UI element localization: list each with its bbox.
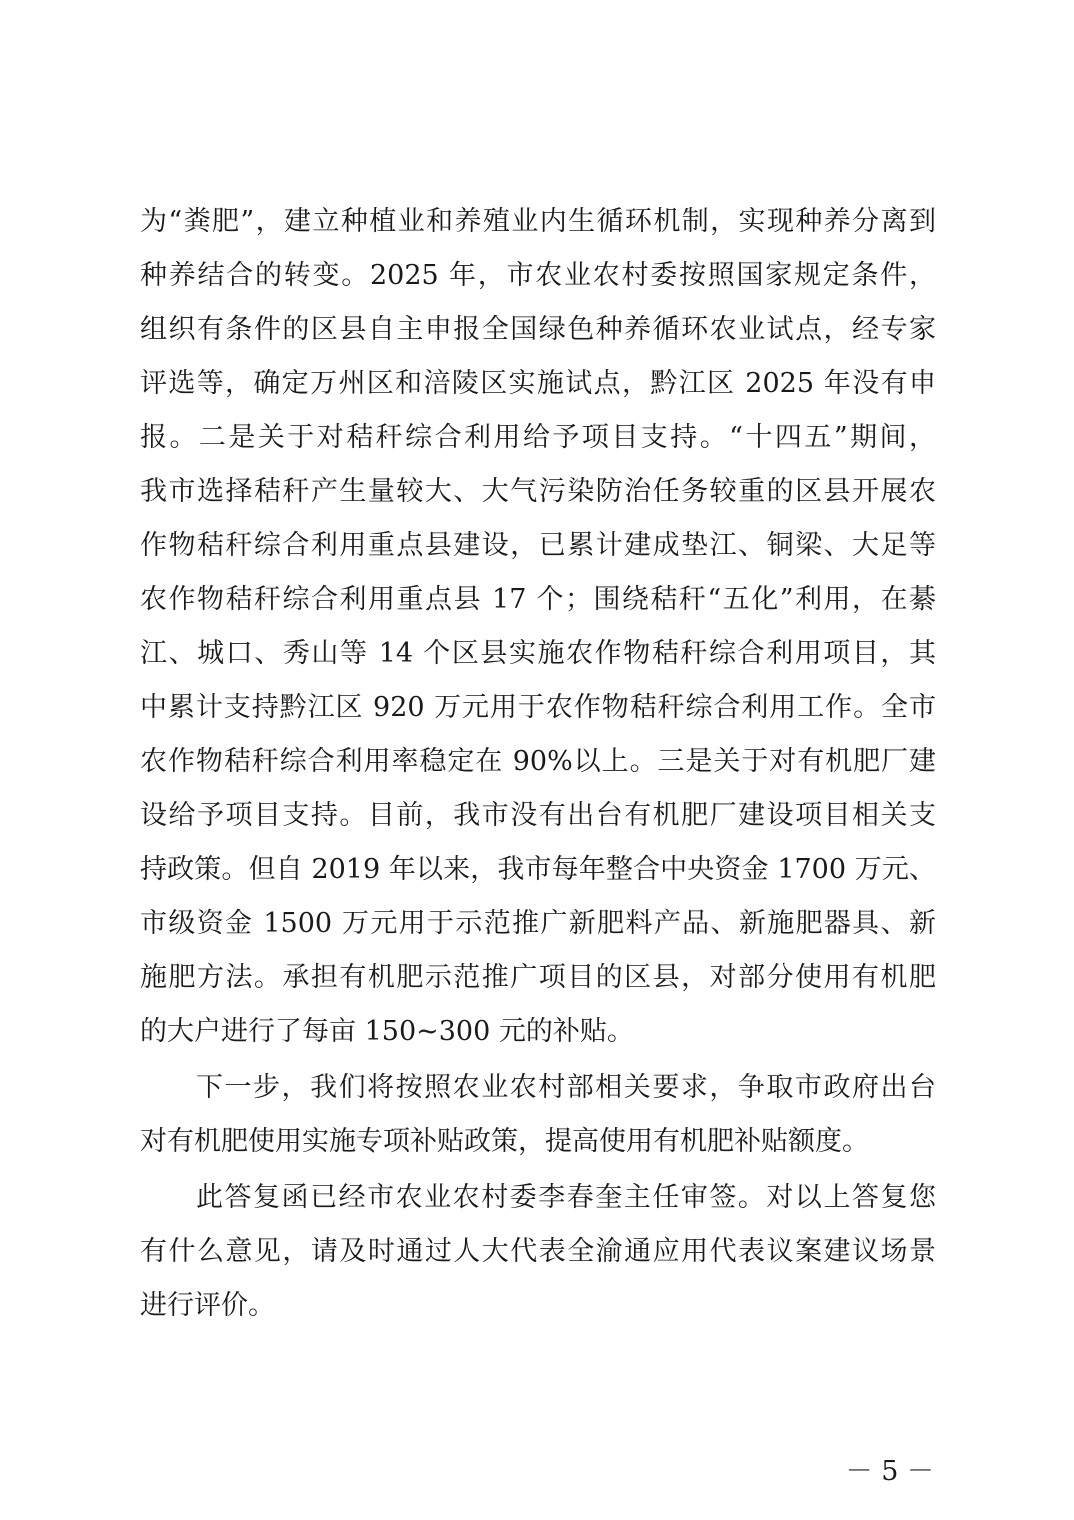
- page-number: － 5 －: [845, 1456, 934, 1487]
- paragraph-1-line-8: 农作物秸秆综合利用重点县 17 个；围绕秸秆“五化”利用，在綦: [140, 584, 936, 615]
- paragraph-1-line-15: 施肥方法。承担有机肥示范推广项目的区县，对部分使用有机肥: [140, 962, 936, 993]
- paragraph-1-line-11: 农作物秸秆综合利用率稳定在 90%以上。三是关于对有机肥厂建: [140, 746, 936, 777]
- paragraph-1-line-5: 报。二是关于对秸秆综合利用给予项目支持。“十四五”期间，: [140, 422, 936, 453]
- paragraph-3-line-1: 此答复函已经市农业农村委李春奎主任审签。对以上答复您: [196, 1182, 936, 1213]
- paragraph-1-line-13: 持政策。但自 2019 年以来，我市每年整合中央资金 1700 万元、: [140, 854, 936, 885]
- paragraph-2-line-1: 下一步，我们将按照农业农村部相关要求，争取市政府出台: [196, 1072, 936, 1103]
- paragraph-3-line-3: 进行评价。: [140, 1290, 275, 1321]
- paragraph-1-line-2: 种养结合的转变。2025 年，市农业农村委按照国家规定条件，: [140, 260, 936, 291]
- paragraph-1-line-7: 作物秸秆综合利用重点县建设，已累计建成垫江、铜梁、大足等: [140, 530, 936, 561]
- paragraph-1-line-16: 的大户进行了每亩 150~300 元的补贴。: [140, 1016, 634, 1047]
- paragraph-1-line-4: 评选等，确定万州区和涪陵区实施试点，黔江区 2025 年没有申: [140, 368, 936, 399]
- paragraph-3-line-2: 有什么意见，请及时通过人大代表全渝通应用代表议案建议场景: [140, 1236, 936, 1267]
- paragraph-1-line-6: 我市选择秸秆产生量较大、大气污染防治任务较重的区县开展农: [140, 476, 936, 507]
- paragraph-1-line-10: 中累计支持黔江区 920 万元用于农作物秸秆综合利用工作。全市: [140, 692, 936, 723]
- paragraph-1-line-3: 组织有条件的区县自主申报全国绿色种养循环农业试点，经专家: [140, 314, 936, 345]
- paragraph-1-line-14: 市级资金 1500 万元用于示范推广新肥料产品、新施肥器具、新: [140, 908, 936, 939]
- paragraph-1-line-12: 设给予项目支持。目前，我市没有出台有机肥厂建设项目相关支: [140, 800, 936, 831]
- paragraph-2-line-2: 对有机肥使用实施专项补贴政策，提高使用有机肥补贴额度。: [140, 1126, 869, 1157]
- paragraph-1-line-1: 为“粪肥”，建立种植业和养殖业内生循环机制，实现种养分离到: [140, 206, 936, 237]
- paragraph-1-line-9: 江、城口、秀山等 14 个区县实施农作物秸秆综合利用项目，其: [140, 638, 936, 669]
